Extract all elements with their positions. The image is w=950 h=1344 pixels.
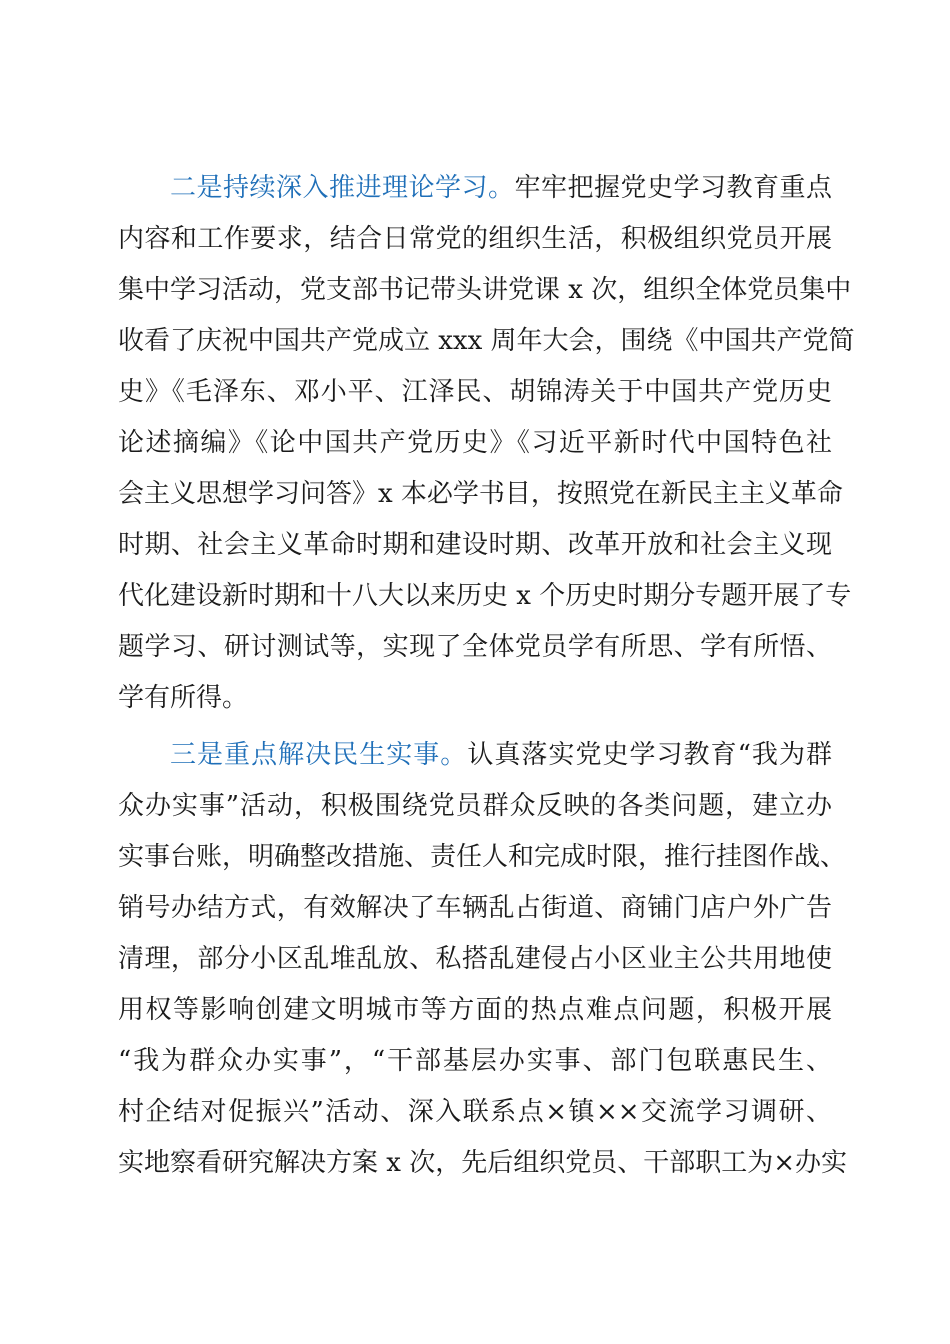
text-line: 时期、社会主义革命时期和建设时期、改革开放和社会主义现 <box>118 530 832 560</box>
text-line: 实事台账，明确整改措施、责任人和完成时限，推行挂图作战、 <box>118 842 847 872</box>
text-line: 学有所得。 <box>118 683 249 713</box>
paragraph-theory-study <box>118 163 855 724</box>
text-line: 销号办结方式，有效解决了车辆乱占街道、商铺门店户外广告 <box>118 893 832 923</box>
text-line: 众办实事”活动，积极围绕党员群众反映的各类问题，建立办 <box>118 791 832 821</box>
text-line: 收看了庆祝中国共产党成立 xxx 周年大会，围绕《中国共产党简 <box>118 326 855 356</box>
text-line: 实地察看研究解决方案 x 次，先后组织党员、干部职工为×办实 <box>118 1148 847 1178</box>
text-line: 题学习、研讨测试等，实现了全体党员学有所思、学有所悟、 <box>118 632 832 662</box>
paragraph-first-line <box>118 163 832 214</box>
document-body <box>118 163 855 1189</box>
text-line: 史》《毛泽东、邓小平、江泽民、胡锦涛关于中国共产党历史 <box>118 377 832 407</box>
text-line: 代化建设新时期和十八大以来历史 x 个历史时期分专题开展了专 <box>118 581 852 611</box>
text-line: 村企结对促振兴”活动、深入联系点×镇××交流学习调研、 <box>118 1097 832 1127</box>
text-line: 集中学习活动，党支部书记带头讲党课 x 次，组织全体党员集中 <box>118 275 852 305</box>
text-line: 论述摘编》《论中国共产党历史》《习近平新时代中国特色社 <box>118 428 832 458</box>
text-line: 清理，部分小区乱堆乱放、私搭乱建侵占小区业主公共用地使 <box>118 944 832 974</box>
text-line: 用权等影响创建文明城市等方面的热点难点问题，积极开展 <box>118 995 832 1025</box>
paragraph-livelihood <box>118 730 847 1189</box>
paragraph-first-line <box>118 730 832 781</box>
paragraph-heading: 二是持续深入推进理论学习。 <box>170 173 515 203</box>
paragraph-heading: 三是重点解决民生实事。 <box>170 740 468 770</box>
text-line: “我为群众办实事”，“干部基层办实事、部门包联惠民生、 <box>118 1046 832 1076</box>
text-line: 会主义思想学习问答》x 本必学书目，按照党在新民主主义革命 <box>118 479 843 509</box>
text-line: 认真落实党史学习教育“我为群 <box>467 740 832 770</box>
text-line: 内容和工作要求，结合日常党的组织生活，积极组织党员开展 <box>118 224 832 254</box>
text-line: 牢牢把握党史学习教育重点 <box>514 173 832 203</box>
